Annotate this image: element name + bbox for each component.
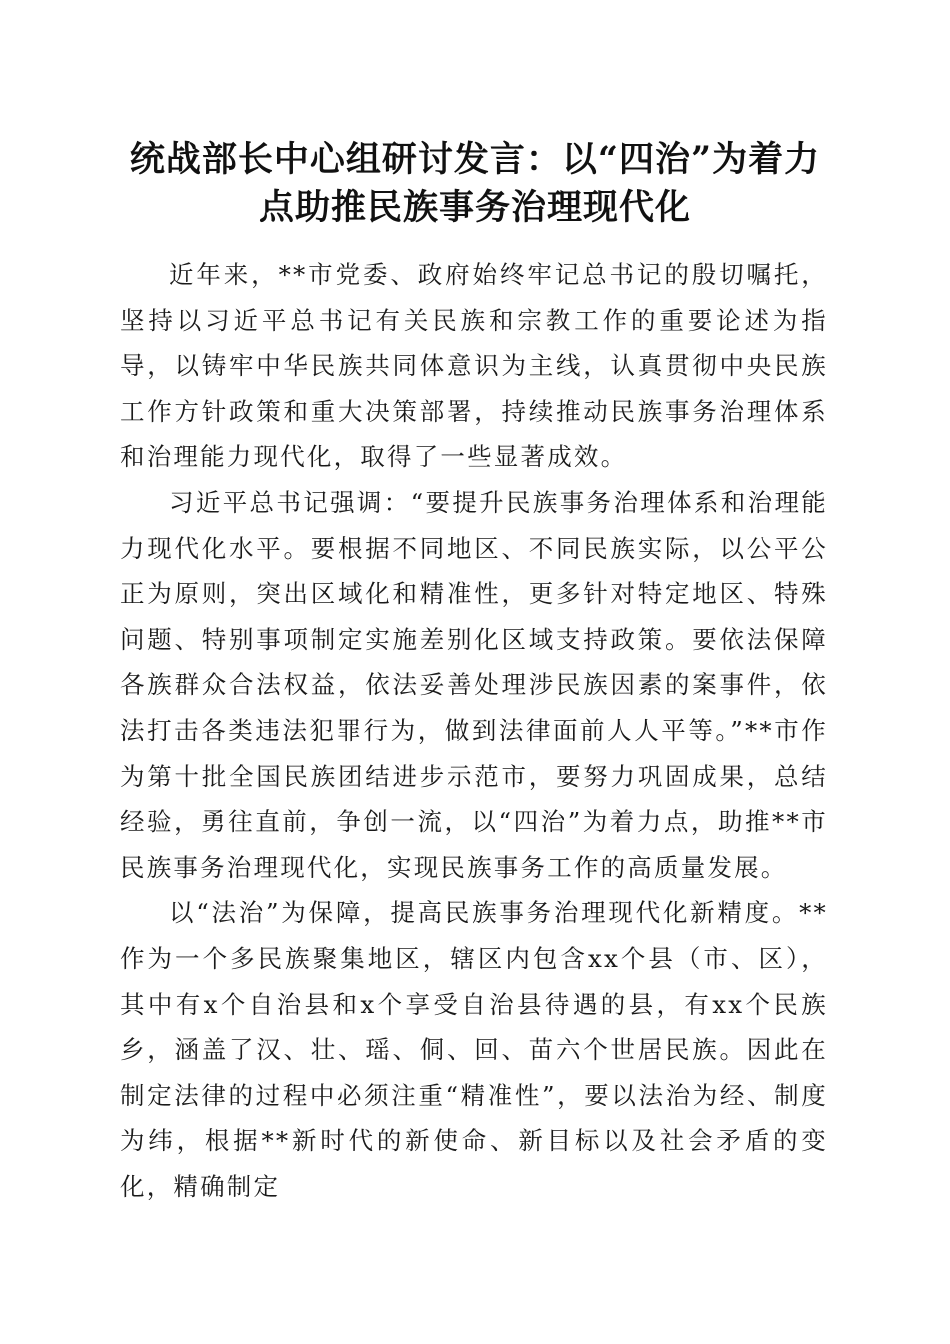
paragraph-3: 以“法治”为保障，提高民族事务治理现代化新精度。**作为一个多民族聚集地区，辖区内包含xx个县（市、区），其中有x个自治县和x个享受自治县待遇的县，有xx个民族乡，涵盖了汉、壮、瑶、侗、回、苗六个世居民族。因此在制定法律的过程中必须注重“精准性”，要以法治为经、制度为纬，根据**新时代的新使命、新目标以及社会矛盾的变化，精确制定 xyxy=(120,898,828,1201)
document-title xyxy=(100,136,850,232)
title-line-1: 统战部长中心组研讨发言：以“四治”为着力 xyxy=(129,139,821,180)
paragraph-1: 近年来，**市党委、政府始终牢记总书记的殷切嘱托，坚持以习近平总书记有关民族和宗教工作的重要论述为指导，以铸牢中华民族共同体意识为主线，认真贯彻中央民族工作方针政策和重大决策部署，持续推动民族事务治理体系和治理能力现代化，取得了一些显著成效。 xyxy=(120,260,828,472)
paragraph-2: 习近平总书记强调：“要提升民族事务治理体系和治理能力现代化水平。要根据不同地区、不同民族实际，以公平公正为原则，突出区域化和精准性，更多针对特定地区、特殊问题、特别事项制定实施差别化区域支持政策。要依法保障各族群众合法权益，依法妥善处理涉民族因素的案事件，依法打击各类违法犯罪行为，做到法律面前人人平等。”**市作为第十批全国民族团结进步示范市，要努力巩固成果，总结经验，勇往直前，争创一流，以“四治”为着力点，助推**市民族事务治理现代化，实现民族事务工作的高质量发展。 xyxy=(120,487,828,882)
document-body xyxy=(120,252,828,1209)
title-line-2: 点助推民族事务治理现代化 xyxy=(258,187,691,228)
